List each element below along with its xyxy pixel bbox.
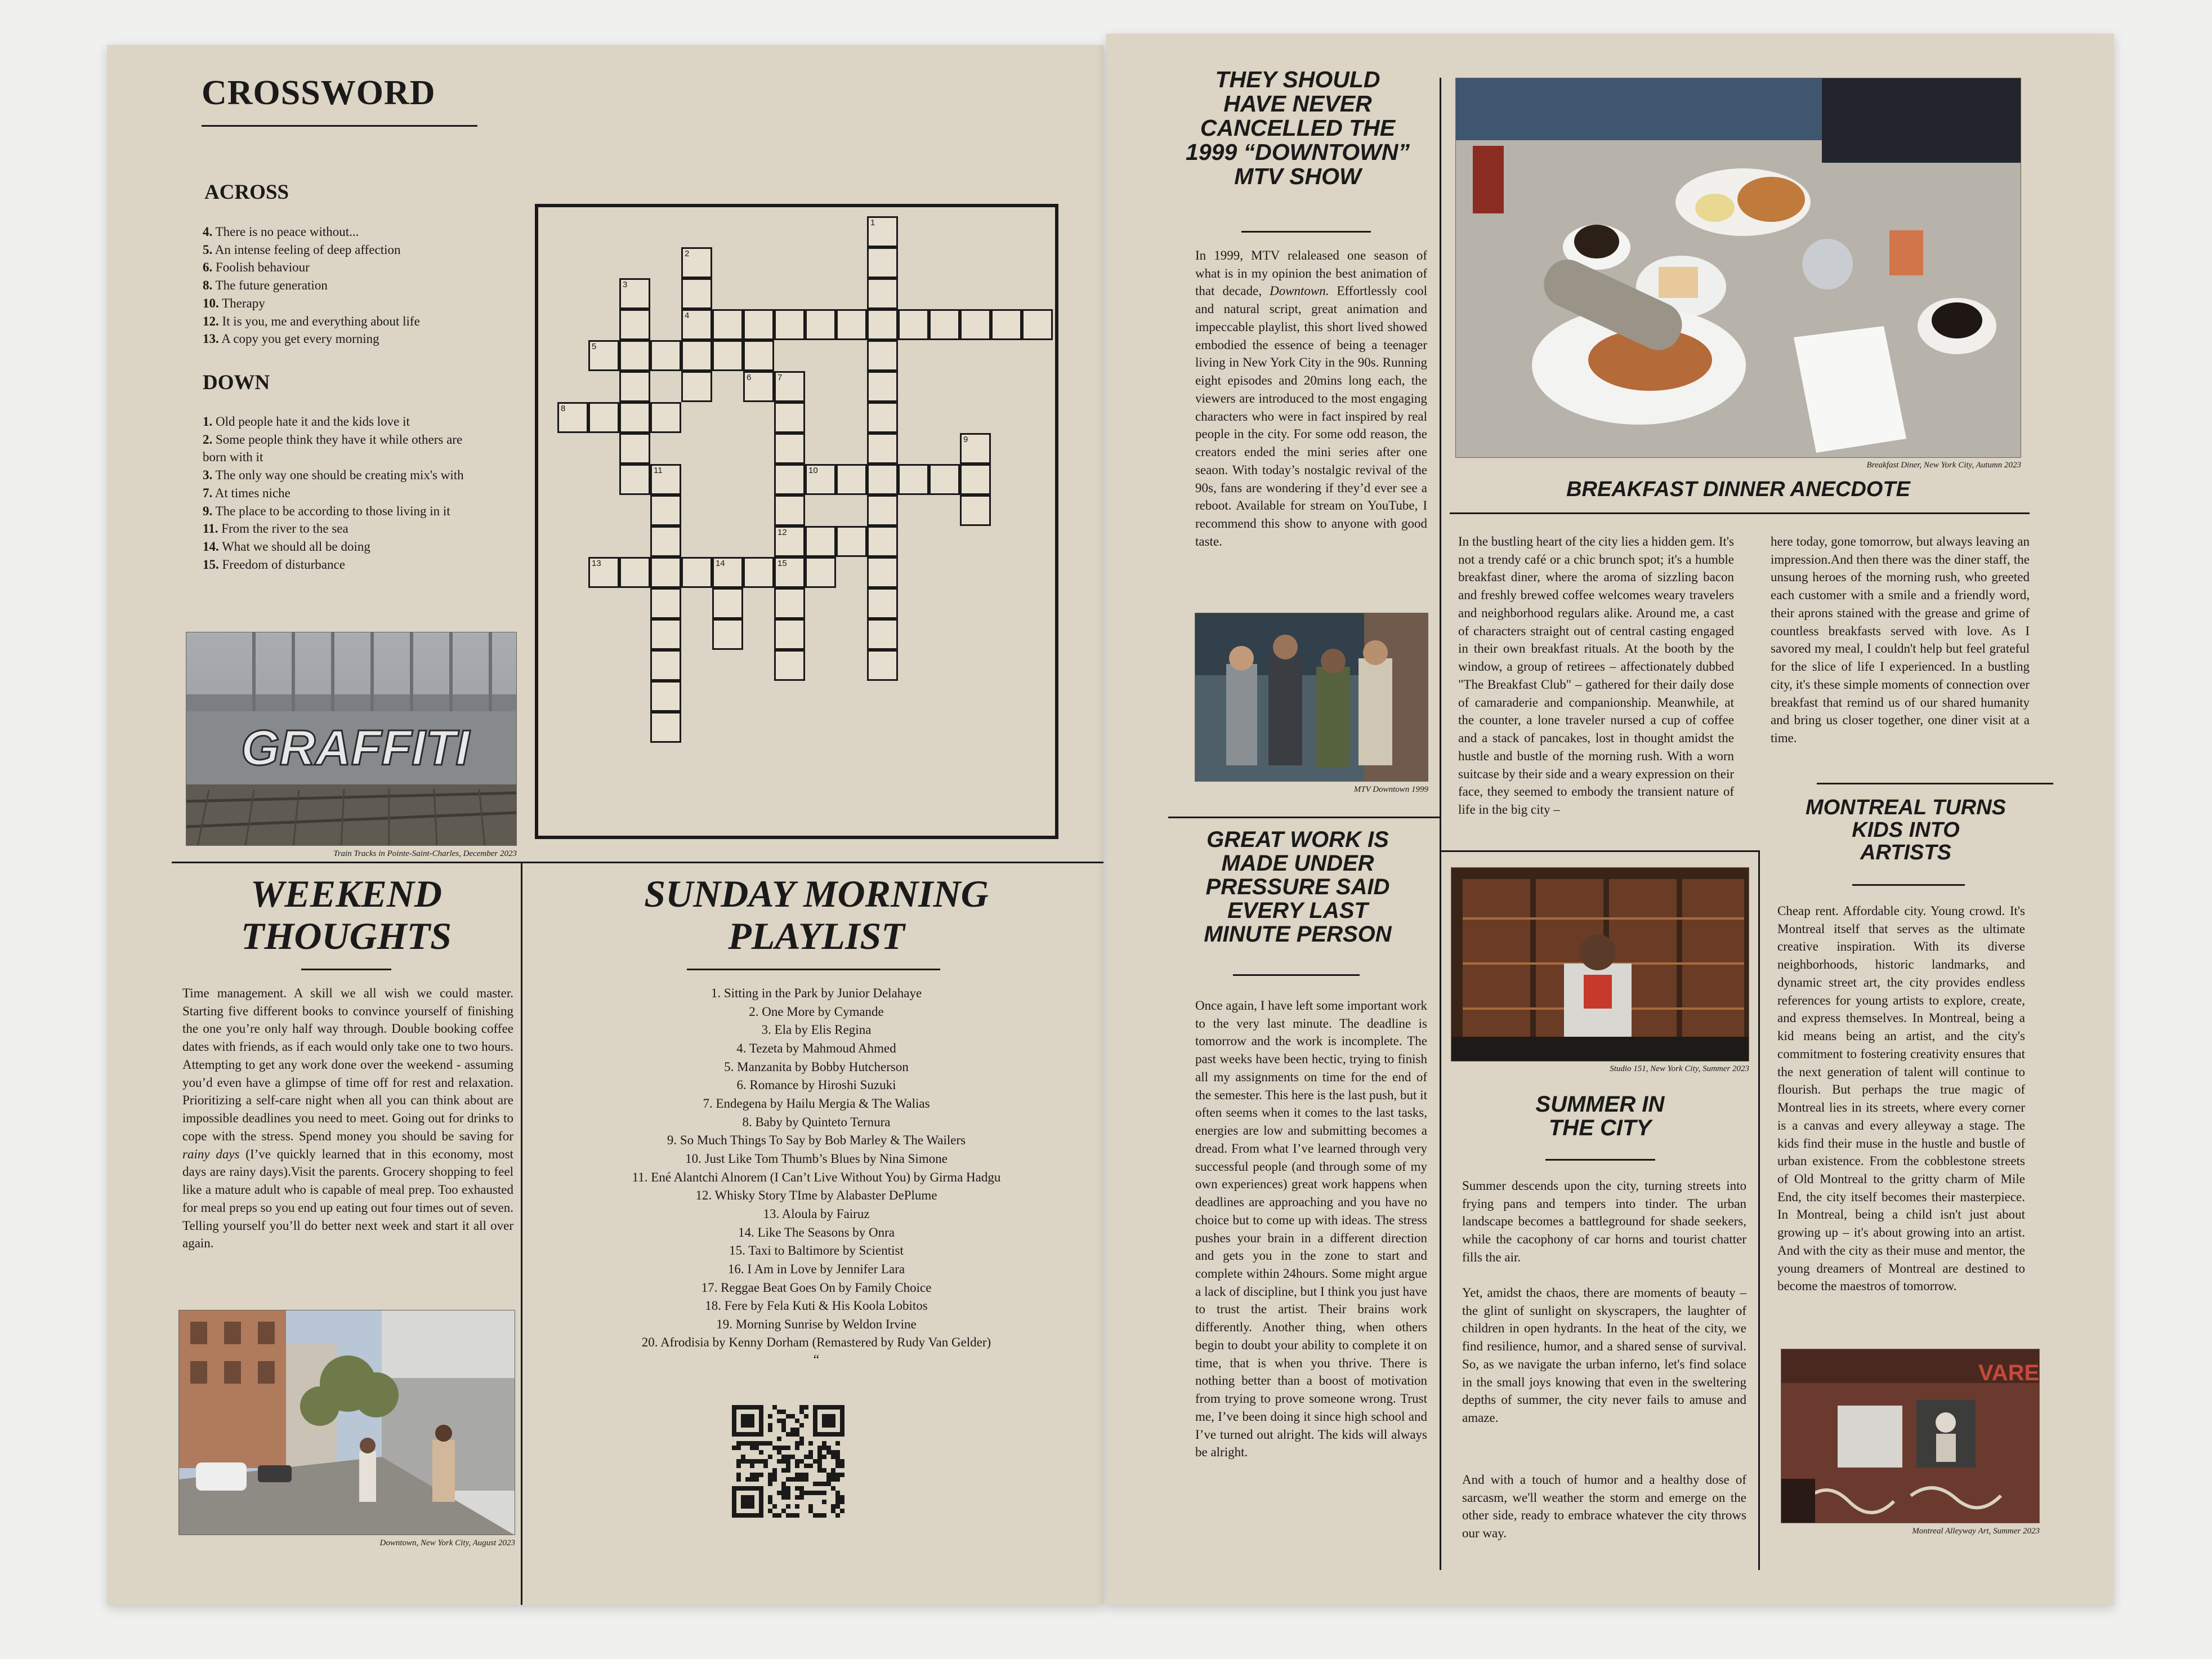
crossword-cell[interactable] xyxy=(867,371,898,402)
weekend-body: Time management. A skill we all wish we could master. Starting five different books to convince yourself of finishing the one you’re only half way through. Double booking coffee dates with friends, as if each would only take one to two hours. Attempting to get any work done over the weekend - assuming you’d even have a glimpse of time off for rest and relaxation. Prioritizing a self-care night when all you can think about are impossible deadlines you need to meet. Going out for drinks to cope with the stress. Spend money you should be saving for rainy days (I’ve quickly learned that in this economy, most days are rainy days).Visit the parents. Grocery shopping to feel like a mature adult who is capable of meal prep. Too exhausted for meal preps so you end up eating out four times out of seven. Telling yourself you’ll do better next week and start it all over again. xyxy=(182,986,513,1251)
clue-text: From the river to the sea xyxy=(218,521,348,536)
weekend-title-line2: THOUGHTS xyxy=(241,914,452,957)
crossword-cell[interactable] xyxy=(712,619,743,650)
crossword-cell[interactable] xyxy=(681,309,712,340)
playlist-track: 17. Reggae Beat Goes On by Family Choice xyxy=(701,1280,932,1295)
playlist-title xyxy=(540,873,1092,957)
crossword-cell[interactable] xyxy=(619,464,650,495)
crossword-cell[interactable] xyxy=(712,557,743,588)
down-clue xyxy=(203,502,484,520)
clue-number: 10. xyxy=(203,296,219,310)
crossword-cell[interactable] xyxy=(681,371,712,402)
playlist-track: 6. Romance by Hiroshi Suzuki xyxy=(736,1078,896,1092)
down-clue xyxy=(203,538,484,556)
crossword-cell[interactable] xyxy=(619,557,650,588)
playlist-rule xyxy=(687,969,940,970)
clue-number: 8. xyxy=(203,278,213,293)
montreal-alley-photo xyxy=(1781,1349,2040,1523)
crossword-cell[interactable] xyxy=(743,557,774,588)
crossword-cell[interactable] xyxy=(774,309,805,340)
crossword-cell[interactable] xyxy=(774,619,805,650)
crossword-cell[interactable] xyxy=(867,309,898,340)
crossword-grid xyxy=(535,204,1058,839)
crossword-cell[interactable] xyxy=(712,588,743,619)
breakfast-title: BREAKFAST DINNER ANECDOTE xyxy=(1566,478,1910,501)
crossword-cell[interactable] xyxy=(650,340,681,371)
montreal-photo-caption: Montreal Alleyway Art, Summer 2023 xyxy=(1912,1527,2040,1536)
across-clue xyxy=(203,276,484,295)
crossword-cell[interactable] xyxy=(650,619,681,650)
montreal-rule xyxy=(1852,884,1965,886)
crossword-cell[interactable] xyxy=(960,309,991,340)
mtv-title-line: CANCELLED THE xyxy=(1200,115,1396,141)
mtv-body: In 1999, MTV relaleased one season of what is in my opinion the best animation of that decade, Downtown. Effortlessly cool and natural script, great animation and impeccable playlist, this short lived showed embodied the essence of being a teenager living in New York City in the 90s. Running eight episodes and 20mins long each, the viewers are introduced to the most engaging characters who were in fact inspired by real people in the city. For some odd reason, the creators ended the mini series after one seaon. With today’s nostalgic revival of the 90s, fans are wondering if they’d ever see a reboot. Available for stream on YouTube, I recommend this show to anyone with good taste. xyxy=(1195,248,1427,548)
montreal-title-line: KIDS INTO xyxy=(1852,818,1960,842)
crossword-cell[interactable] xyxy=(619,278,650,309)
cell-number: 6 xyxy=(747,373,752,382)
crossword-cell[interactable] xyxy=(650,464,681,495)
studio-151-photo xyxy=(1451,867,1749,1062)
crossword-cell[interactable] xyxy=(867,402,898,433)
summer-title-line2: THE CITY xyxy=(1548,1116,1652,1140)
crossword-cell[interactable] xyxy=(867,278,898,309)
playlist-track: 15. Taxi to Baltimore by Scientist xyxy=(729,1243,904,1258)
crossword-cell[interactable] xyxy=(867,619,898,650)
clue-number: 14. xyxy=(203,539,219,554)
crossword-cell[interactable] xyxy=(867,433,898,464)
clue-text: Old people hate it and the kids love it xyxy=(212,414,410,429)
crossword-cell[interactable] xyxy=(619,402,650,433)
pressure-body: Once again, I have left some important work to the very last minute. The deadline is tomorrow and the work is incomplete. The past weeks have been hectic, trying to finish all my assignments on time for the end of the semester. This here is the last push, but it often seems when it comes to the last tasks, energies are low and submitting becomes a dread. From what I’ve learned through very successful people (and through some of my own experiences) great work happens when deadlines are approaching and you have no choice but to come up with ideas. The stress pushes your brain in a different direction and gets you in the zone to start and complete within 24hours. Some might argue a lack of discipline, but I think you just have to trust the artist. Their brains work differently. Another thing, when others begin to doubt your ability to complete it on time, that is when you thrive. There is nothing better than a boost of motivation from trying to prove someone wrong. Trust me, I’ve been doing it since high school and I’ve turned out alright. The kids will always be alright. xyxy=(1195,998,1427,1460)
crossword-cell[interactable] xyxy=(681,557,712,588)
crossword-cell[interactable] xyxy=(898,464,929,495)
across-clues xyxy=(203,223,484,348)
crossword-cell[interactable] xyxy=(836,309,867,340)
right-col-divider xyxy=(1440,78,1441,1570)
clue-text: The future generation xyxy=(212,278,328,293)
summer-p1: Summer descends upon the city, turning streets into frying pans and tempers into tinder. The urban landscape becomes a battleground for shade seekers, while the cacophony of car horns and tourist chatter fills the air. xyxy=(1462,1179,1746,1264)
playlist-track: 1. Sitting in the Park by Junior Delahaye xyxy=(710,986,922,1000)
mtv-photo-caption: MTV Downtown 1999 xyxy=(1353,785,1428,794)
crossword-cell[interactable] xyxy=(650,712,681,743)
clue-number: 13. xyxy=(203,332,219,346)
weekend-title xyxy=(180,873,512,957)
crossword-cell[interactable] xyxy=(805,464,836,495)
summer-col-divider xyxy=(1758,850,1760,1570)
clue-text: Foolish behaviour xyxy=(212,260,310,275)
playlist-track: 18. Fere by Fela Kuti & His Koola Lobitos xyxy=(705,1299,928,1313)
crossword-cell[interactable] xyxy=(929,309,960,340)
down-clue xyxy=(203,413,484,431)
crossword-cell[interactable] xyxy=(650,402,681,433)
playlist-track: 19. Morning Sunrise by Weldon Irvine xyxy=(716,1317,917,1331)
cell-number: 11 xyxy=(654,466,663,475)
crossword-cell[interactable] xyxy=(743,371,774,402)
breakfast-diner-photo xyxy=(1455,78,2021,458)
mtv-bottom-rule xyxy=(1168,817,1440,818)
breakfast-col1: In the bustling heart of the city lies a hidden gem. It's not a trendy café or a chic brunch spot; it's a humble breakfast diner, where the aroma of sizzling bacon and freshly brewed coffee welcomes weary travelers and neighborhood regulars alike. Around me, a cast of characters straight out of central casting engaged in their own breakfast rituals. At the booth by the window, a group of retirees – affectionately dubbed "The Breakfast Club" – gathered for their daily dose of camaraderie and companionship. Meanwhile, at the counter, a lone traveler nursed a cup of coffee and a stack of pancakes, lost in thought amidst the hustle and bustle of the morning rush. With a worn suitcase by their side and a weary expression on their face, they seemed to embody the transient nature of life in the big city – xyxy=(1458,534,1734,817)
playlist-track: 9. So Much Things To Say by Bob Marley & The Wailers xyxy=(667,1133,966,1148)
qr-code[interactable] xyxy=(732,1405,844,1518)
crossword-cell[interactable] xyxy=(960,433,991,464)
mtv-title-line: HAVE NEVER xyxy=(1223,91,1372,117)
summer-p2: Yet, amidst the chaos, there are moments of beauty – the glint of sunlight on skyscrapers, the laughter of children in open hydrants. In the heat of the city, we find resilience, humor, and a shared sense of survival. So, as we navigate the urban inferno, let's find solace in the small joys knowing that even in the sweltering depths of summer, the city never fails to amuse and amaze. xyxy=(1462,1286,1746,1425)
cell-number: 9 xyxy=(963,435,968,444)
down-clue xyxy=(203,556,484,574)
playlist-tracks xyxy=(540,984,1092,1352)
mtv-title xyxy=(1179,68,1416,189)
crossword-cell[interactable] xyxy=(588,557,619,588)
summer-title-line1: SUMMER IN xyxy=(1535,1092,1665,1117)
pressure-title-line: MINUTE PERSON xyxy=(1204,922,1392,947)
crossword-cell[interactable] xyxy=(681,278,712,309)
crossword-cell[interactable] xyxy=(836,526,867,557)
crossword-cell[interactable] xyxy=(774,402,805,433)
clue-text: An intense feeling of deep affection xyxy=(212,242,401,257)
clue-number: 7. xyxy=(203,485,213,500)
clue-text: The place to be according to those living in it xyxy=(212,503,450,518)
crossword-cell[interactable] xyxy=(867,557,898,588)
playlist-track: 10. Just Like Tom Thumb’s Blues by Nina Simone xyxy=(685,1151,948,1166)
playlist-track: 14. Like The Seasons by Onra xyxy=(738,1225,895,1239)
crossword-cell[interactable] xyxy=(867,588,898,619)
playlist-title-line2: PLAYLIST xyxy=(728,914,905,957)
down-clue xyxy=(203,484,484,502)
title-underline xyxy=(202,125,477,127)
clue-number: 12. xyxy=(203,314,219,328)
crossword-cell[interactable] xyxy=(619,371,650,402)
montreal-top-rule xyxy=(1817,783,2053,784)
down-clue xyxy=(203,520,484,538)
crossword-cell[interactable] xyxy=(650,495,681,526)
playlist-track: 8. Baby by Quinteto Ternura xyxy=(742,1114,891,1129)
crossword-cell[interactable] xyxy=(774,433,805,464)
downtown-nyc-photo xyxy=(178,1310,515,1535)
clue-text: At times niche xyxy=(212,485,291,500)
crossword-cell[interactable] xyxy=(805,309,836,340)
clue-text: A copy you get every morning xyxy=(218,332,379,346)
clue-number: 1. xyxy=(203,414,213,429)
down-clue xyxy=(203,431,484,466)
playlist-title-line1: SUNDAY MORNING xyxy=(644,872,989,915)
crossword-cell[interactable] xyxy=(867,340,898,371)
playlist-track: 11. Ené Alantchi Alnorem (I Can’t Live Without You) by Girma Hadgu xyxy=(632,1170,1001,1184)
graffiti-text: GRAFFITI xyxy=(241,720,470,775)
crossword-cell[interactable] xyxy=(557,402,588,433)
pressure-rule xyxy=(1233,974,1360,976)
across-heading: ACROSS xyxy=(204,181,289,204)
crossword-cell[interactable] xyxy=(588,402,619,433)
crossword-cell[interactable] xyxy=(867,464,898,495)
crossword-cell[interactable] xyxy=(681,340,712,371)
weekend-title-line1: WEEKEND xyxy=(250,872,443,915)
clue-number: 2. xyxy=(203,432,213,447)
playlist-track: 20. Afrodisia by Kenny Dorham (Remastered by Rudy Van Gelder) xyxy=(641,1335,991,1350)
cell-number: 5 xyxy=(592,342,597,351)
crossword-cell[interactable] xyxy=(867,650,898,681)
crossword-cell[interactable] xyxy=(836,464,867,495)
cell-number: 2 xyxy=(685,249,690,258)
mtv-rule xyxy=(1241,231,1371,233)
crossword-cell[interactable] xyxy=(898,309,929,340)
cell-number: 12 xyxy=(777,528,787,537)
mtv-title-line: THEY SHOULD xyxy=(1215,66,1380,92)
clue-number: 6. xyxy=(203,260,213,275)
playlist-track: 4. Tezeta by Mahmoud Ahmed xyxy=(736,1041,896,1055)
pressure-title-line: MADE UNDER xyxy=(1221,851,1374,876)
crossword-cell[interactable] xyxy=(774,464,805,495)
clue-text: Therapy xyxy=(218,296,265,310)
mtv-title-line: 1999 “DOWNTOWN” xyxy=(1186,139,1410,166)
summer-top-rule xyxy=(1440,850,1758,852)
pressure-title xyxy=(1163,828,1433,946)
cell-number: 14 xyxy=(716,559,725,568)
montreal-title-line: ARTISTS xyxy=(1860,840,1951,864)
studio-photo-caption: Studio 151, New York City, Summer 2023 xyxy=(1610,1064,1749,1073)
clue-text: It is you, me and everything about life xyxy=(218,314,420,328)
crossword-cell[interactable] xyxy=(867,216,898,247)
montreal-title-line: MONTREAL TURNS xyxy=(1805,796,2007,819)
across-clue xyxy=(203,330,484,348)
clue-text: Freedom of disturbance xyxy=(218,557,345,572)
breakfast-col2: here today, gone tomorrow, but always leaving an impression.And then there was the diner staff, the unsung heroes of the morning rush, who greeted each customer with a smile and a friendly word, their aprons stained with the grease and grime of countless breakfasts served with love. As I savored my meal, I couldn't help but feel grateful for the slice of life I experienced. In a bustling city, it's these simple moments of connection over breakfast that remind us of our shared humanity and bring us closer together, one diner visit at a time. xyxy=(1771,534,2030,746)
montreal-body: Cheap rent. Affordable city. Young crowd. It's Montreal itself that serves as the ultimate creative inspiration. With its diverse neighborhoods, historic landmarks, and dynamic street art, the city provides endless references for young artists to explore, create, and express themselves. In Montreal, being a kid means being an artist, and the city's commitment to fostering creativity ensures that the next generation of talent will continue to flourish. But perhaps the true magic of Montreal lies in its streets, where every corner is a canvas and every alleyway a stage. The kids find their muse in the hustle and bustle of urban existence. From the cobblestone streets of Old Montreal to the gritty charm of Mile End, the city itself becomes their masterpiece. In Montreal, being a child isn't just about growing up – it's about growing into an artist. And with the city as their muse and mentor, the young dreamers of Montreal are destined to become the maestros of tomorrow. xyxy=(1777,904,2025,1294)
clue-text: There is no peace without... xyxy=(212,225,359,239)
crossword-cell[interactable] xyxy=(681,247,712,278)
weekend-rule xyxy=(301,969,391,970)
cell-number: 10 xyxy=(808,466,818,475)
playlist-track: 5. Manzanita by Bobby Hutcherson xyxy=(724,1059,909,1074)
across-clue xyxy=(203,295,484,313)
playlist-track: 7. Endegena by Hailu Mergia & The Walias xyxy=(703,1096,930,1111)
crossword-cell[interactable] xyxy=(619,340,650,371)
crossword-cell[interactable] xyxy=(867,526,898,557)
right-page xyxy=(1106,34,2114,1605)
clue-text: What we should all be doing xyxy=(218,539,370,554)
cell-number: 4 xyxy=(685,311,690,320)
crossword-cell[interactable] xyxy=(867,247,898,278)
across-clue xyxy=(203,258,484,276)
playlist-track: 3. Ela by Elis Regina xyxy=(761,1023,872,1037)
cell-number: 13 xyxy=(592,559,601,568)
column-divider xyxy=(521,862,522,1605)
cell-number: 3 xyxy=(623,280,628,289)
crossword-cell[interactable] xyxy=(712,309,743,340)
cell-number: 15 xyxy=(777,559,787,568)
clue-number: 15. xyxy=(203,557,219,572)
playlist-track: 12. Whisky Story TIme by Alabaster DePlume xyxy=(695,1188,937,1203)
crossword-cell[interactable] xyxy=(743,309,774,340)
clue-number: 11. xyxy=(203,521,218,536)
crossword-cell[interactable] xyxy=(805,557,836,588)
quote-mark: “ xyxy=(813,1353,820,1367)
train-tracks-photo xyxy=(186,632,517,846)
crossword-cell[interactable] xyxy=(619,433,650,464)
left-page xyxy=(107,45,1103,1605)
clue-number: 3. xyxy=(203,468,213,483)
mtv-title-line: MTV SHOW xyxy=(1234,163,1361,190)
across-clue xyxy=(203,241,484,259)
downtown-photo-caption: Downtown, New York City, August 2023 xyxy=(379,1538,515,1547)
cell-number: 7 xyxy=(777,373,783,382)
crossword-cell[interactable] xyxy=(650,557,681,588)
crossword-cell[interactable] xyxy=(619,309,650,340)
crossword-cell[interactable] xyxy=(929,464,960,495)
playlist-track: 16. I Am in Love by Jennifer Lara xyxy=(727,1261,905,1276)
train-photo-caption: Train Tracks in Pointe-Saint-Charles, December 2023 xyxy=(333,849,517,858)
down-clue xyxy=(203,466,484,484)
playlist-track: 2. One More by Cymande xyxy=(749,1004,884,1019)
crossword-cell[interactable] xyxy=(774,526,805,557)
crossword-cell[interactable] xyxy=(650,681,681,712)
clue-number: 5. xyxy=(203,242,213,257)
summer-rule xyxy=(1545,1159,1655,1161)
section-divider xyxy=(172,862,1103,863)
crossword-cell[interactable] xyxy=(774,495,805,526)
crossword-cell[interactable] xyxy=(650,650,681,681)
crossword-cell[interactable] xyxy=(867,495,898,526)
summer-p3: And with a touch of humor and a healthy dose of sarcasm, we'll weather the storm and emerge on the other side, ready to embrace whatever the city throws our way. xyxy=(1462,1473,1746,1541)
crossword-cell[interactable] xyxy=(650,588,681,619)
pressure-title-line: GREAT WORK IS xyxy=(1206,827,1389,852)
crossword-cell[interactable] xyxy=(743,340,774,371)
crossword-cell[interactable] xyxy=(712,340,743,371)
svg-text:VARE: VARE xyxy=(1978,1361,2040,1385)
crossword-cell[interactable] xyxy=(960,464,991,495)
down-heading: DOWN xyxy=(203,371,270,394)
crossword-cell[interactable] xyxy=(774,557,805,588)
down-clues xyxy=(203,413,484,574)
cell-number: 8 xyxy=(561,404,566,413)
pressure-title-line: EVERY LAST xyxy=(1227,898,1368,923)
breakfast-title-rule xyxy=(1450,512,2030,514)
across-clue xyxy=(203,313,484,331)
crossword-cell[interactable] xyxy=(805,526,836,557)
crossword-cell[interactable] xyxy=(650,526,681,557)
mtv-downtown-photo xyxy=(1195,613,1428,782)
breakfast-photo-caption: Breakfast Diner, New York City, Autumn 2023 xyxy=(1866,461,2021,470)
crossword-cell[interactable] xyxy=(991,309,1022,340)
clue-text: Some people think they have it while others are born with it xyxy=(203,432,463,465)
clue-number: 9. xyxy=(203,503,213,518)
crossword-title: CROSSWORD xyxy=(202,74,436,112)
playlist-track: 13. Aloula by Fairuz xyxy=(763,1206,870,1221)
montreal-title xyxy=(1768,797,2044,864)
crossword-cell[interactable] xyxy=(960,495,991,526)
pressure-title-line: PRESSURE SAID xyxy=(1205,875,1390,899)
across-clue xyxy=(203,223,484,241)
crossword-cell[interactable] xyxy=(774,588,805,619)
crossword-cell[interactable] xyxy=(588,340,619,371)
clue-text: The only way one should be creating mix's with xyxy=(212,468,464,483)
summer-title xyxy=(1451,1092,1749,1140)
crossword-cell[interactable] xyxy=(1022,309,1053,340)
clue-number: 4. xyxy=(203,225,213,239)
crossword-cell[interactable] xyxy=(774,371,805,402)
crossword-cell[interactable] xyxy=(774,650,805,681)
cell-number: 1 xyxy=(870,218,875,228)
